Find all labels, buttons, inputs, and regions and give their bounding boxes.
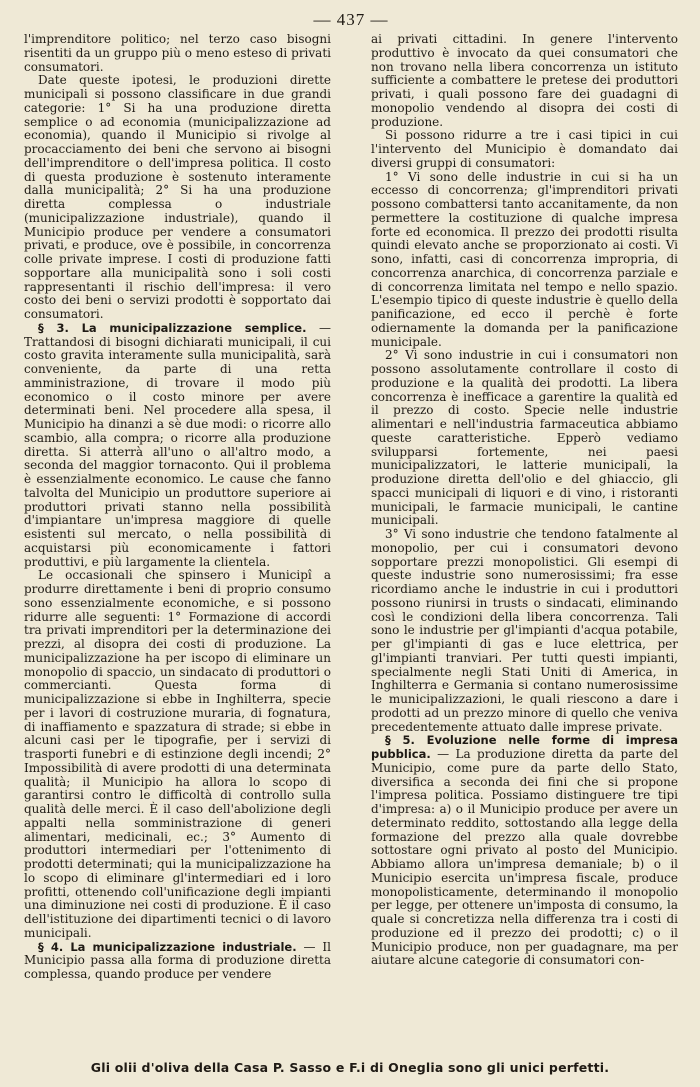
paragraph [371,349,678,528]
section-heading: § 3. La municipalizzazione semplice. [38,320,307,335]
left-column [24,33,331,982]
paragraph-text: Le occasionali che spinsero i Municipî a produrre direttamente i beni di proprio consumo sono essenzialmente economiche, e si possono ridurre alle seguenti: 1° Formazione di accordi tra privati imprenditori per la determinazione dei prezzi, al disopra dei costi di produzione. La municipalizzazione ha per iscopo di eliminare un monopolio di spaccio, un sindacato di produttori o commercianti. Questa forma di municipalizzazione si ebbe in Inghilterra, specie per i lavori di costruzione muraria, di fognatura, di inaffiamento e spazzatura di strade; si ebbe in alcuni casi per le tipografie, per i servizi di trasporti funebri e di estinzione degli incendi; 2° Impossibilità di avere prodotti di una determinata qualità; il Municipio ha allora lo scopo di garantirsi contro le difficoltà di controllo sulla qualità delle merci. È il caso dell'abolizione degli appalti nella somministrazione di generi alimentari, medicinali, ec.; 3° Aumento di produttori intermediari per l'ottenimento di prodotti determinati; qui la municipalizzazione ha lo scopo di eliminare gl'intermediari ed i loro profitti, ottenendo coll'unificazione degli impianti una diminuzione nei costi di produzione. È il caso dell'istituzione dei dipartimenti tecnici o di lavoro municipali. [24,568,331,940]
paragraph [24,322,331,570]
paragraph [371,171,678,350]
paragraph [371,734,678,968]
paragraph [24,74,331,322]
paragraph-text: l'imprenditore politico; nel terzo caso bisogni risentiti da un gruppo più o meno esteso di privati consumatori. [24,32,331,74]
text-columns [24,33,678,982]
paragraph-text: — La produzione diretta da parte del Municipio, come pure da parte dello Stato, diversifica a seconda dei fini che si propone l'impresa politica. Possiamo distinguere tre tipi d'impresa: a) o il Municipio produce per avere un determinato reddito, sottostando alla legge della formazione del prezzo alla quale dovrebbe sottostare ogni privato al posto del Municipio. Abbiamo allora un'impresa demaniale; b) o il Municipio esercita un'impresa fiscale, produce monopolisticamente, determinando il monopolio per legge, per ottenere un'imposta di consumo, la quale si concretizza nella differenza tra i costi di produzione ed il prezzo dei prodotti; c) o il Municipio produce, non per guadagnare, ma per aiutare alcune categorie di consumatori con- [371,747,678,968]
section-heading: § 4. La municipalizzazione industriale. [38,939,297,954]
paragraph-text: Date queste ipotesi, le produzioni dirette municipali si possono classificare in due grandi categorie: 1° Si ha una produzione diretta semplice o ad economia (municipalizzazione ad economia), quando il Municipio si rivolge al procacciamento dei beni che servono ai bisogni dell'imprenditore o dell'impresa politica. Il costo di questa produzione è sostenuto interamente dalla municipalità; 2° Si ha una produzione diretta complessa o industriale (municipalizzazione industriale), quando il Municipio produce per vendere a consumatori privati, e produce, ove è possibile, in concorrenza colle private imprese. I costi di produzione fatti sopportare alla municipalità sono i soli costi rappresentanti il rischio dell'impresa: il vero costo dei beni o servizi prodotti è sopportato dai consumatori. [24,73,331,321]
footer-advertisement: Gli olii d'oliva della Casa P. Sasso e F.i di Oneglia sono gli unici perfetti. [90,1060,610,1075]
section-heading: § 5. Evoluzione nelle forme di impresa pubblica. [371,733,678,761]
paragraph-text: — Il Municipio passa alla forma di produzione diretta complessa, quando produce per vendere [24,939,331,981]
paragraph-text: 1° Vi sono delle industrie in cui si ha un eccesso di concorrenza; gl'imprenditori privati possono combattersi tanto accanitamente, da non permettere la costituzione di qualche impresa forte ed economica. Il prezzo dei prodotti risulta quindi elevato anche se proporzionato ai costi. Vi sono, infatti, casi di concorrenza impropria, di concorrenza anarchica, di concorrenza parziale e di concorrenza limitata nel tempo e nello spazio. L'esempio tipico di queste industrie è quello della panificazione, ed ecco il perchè è forte odiernamente la domanda per la panificazione municipale. [371,169,678,349]
paragraph [24,941,331,982]
page-number: — 437 — [313,10,389,29]
paragraph-text: ai privati cittadini. In genere l'intervento produttivo è invocato da quei consumatori che non trovano nella libera concorrenza un istituto sufficiente a combattere le pretese dei produttori privati, i quali possono fare dei guadagni di monopolio vendendo al disopra dei costi di produzione. [371,32,678,129]
paragraph [371,528,678,734]
paragraph [371,33,678,129]
paragraph [24,569,331,940]
paragraph-text: 3° Vi sono industrie che tendono fatalmente al monopolio, per cui i consumatori devono sopportare prezzi monopolistici. Gli esempi di queste industrie sono numerosissimi; fra esse ricordiamo anche le industrie in cui i produttori possono riunirsi in trusts o sindacati, eliminando così le condizioni della libera concorrenza. Tali sono le industrie per gl'impianti d'acqua potabile, per gl'impianti di gas e luce elettrica, per gl'impianti tranviari. Per tutti questi impianti, specialmente negli Stati Uniti di America, in Inghilterra e Germania si contano numerosissime le municipalizzazioni, le quali riescono a dare i prodotti ad un prezzo minore di quello che veniva precedentemente attuato dalle imprese private. [371,527,678,734]
right-column [371,33,678,982]
paragraph [24,33,331,74]
paragraph-text: 2° Vi sono industrie in cui i consumatori non possono assolutamente controllare il costo di produzione e la qualità dei prodotti. La libera concorrenza è inefficace a garentire la qualità ed il prezzo di costo. Specie nelle industrie alimentari e nell'industria farmaceutica abbiamo queste caratteristiche. Epperò vediamo svilupparsi fortemente, nei paesi municipalizzatori, le latterie municipali, la produzione diretta dell'olio e del ghiaccio, gli spacci municipali di liquori e di vino, i ristoranti municipali, le farmacie municipali, le cantine municipali. [371,348,678,528]
paragraph-text: — Trattandosi di bisogni dichiarati municipali, il cui costo gravita interamente sulla municipalità, sarà conveniente, da parte di una retta amministrazione, di trovare il modo più economico o il costo minore per avere determinati beni. Nel procedere alla spesa, il Municipio ha dinanzi a sè due modi: o ricorre allo scambio, alla compra; o ricorre alla produzione diretta. Si atterrà all'uno o all'altro modo, a seconda del maggior tornaconto. Qui il problema è essenzialmente economico. Le cause che fanno talvolta del Municipio un produttore superiore ai produttori privati stanno nella possibilità d'impiantare un'impresa maggiore di quelle esistenti sul mercato, o nella possibilità di acquistarsi più economicamente i fattori produttivi, e più largamente la clientela. [24,320,331,569]
paragraph [371,129,678,170]
paragraph-text: Si possono ridurre a tre i casi tipici in cui l'intervento del Municipio è domandato dai diversi gruppi di consumatori: [371,128,678,170]
